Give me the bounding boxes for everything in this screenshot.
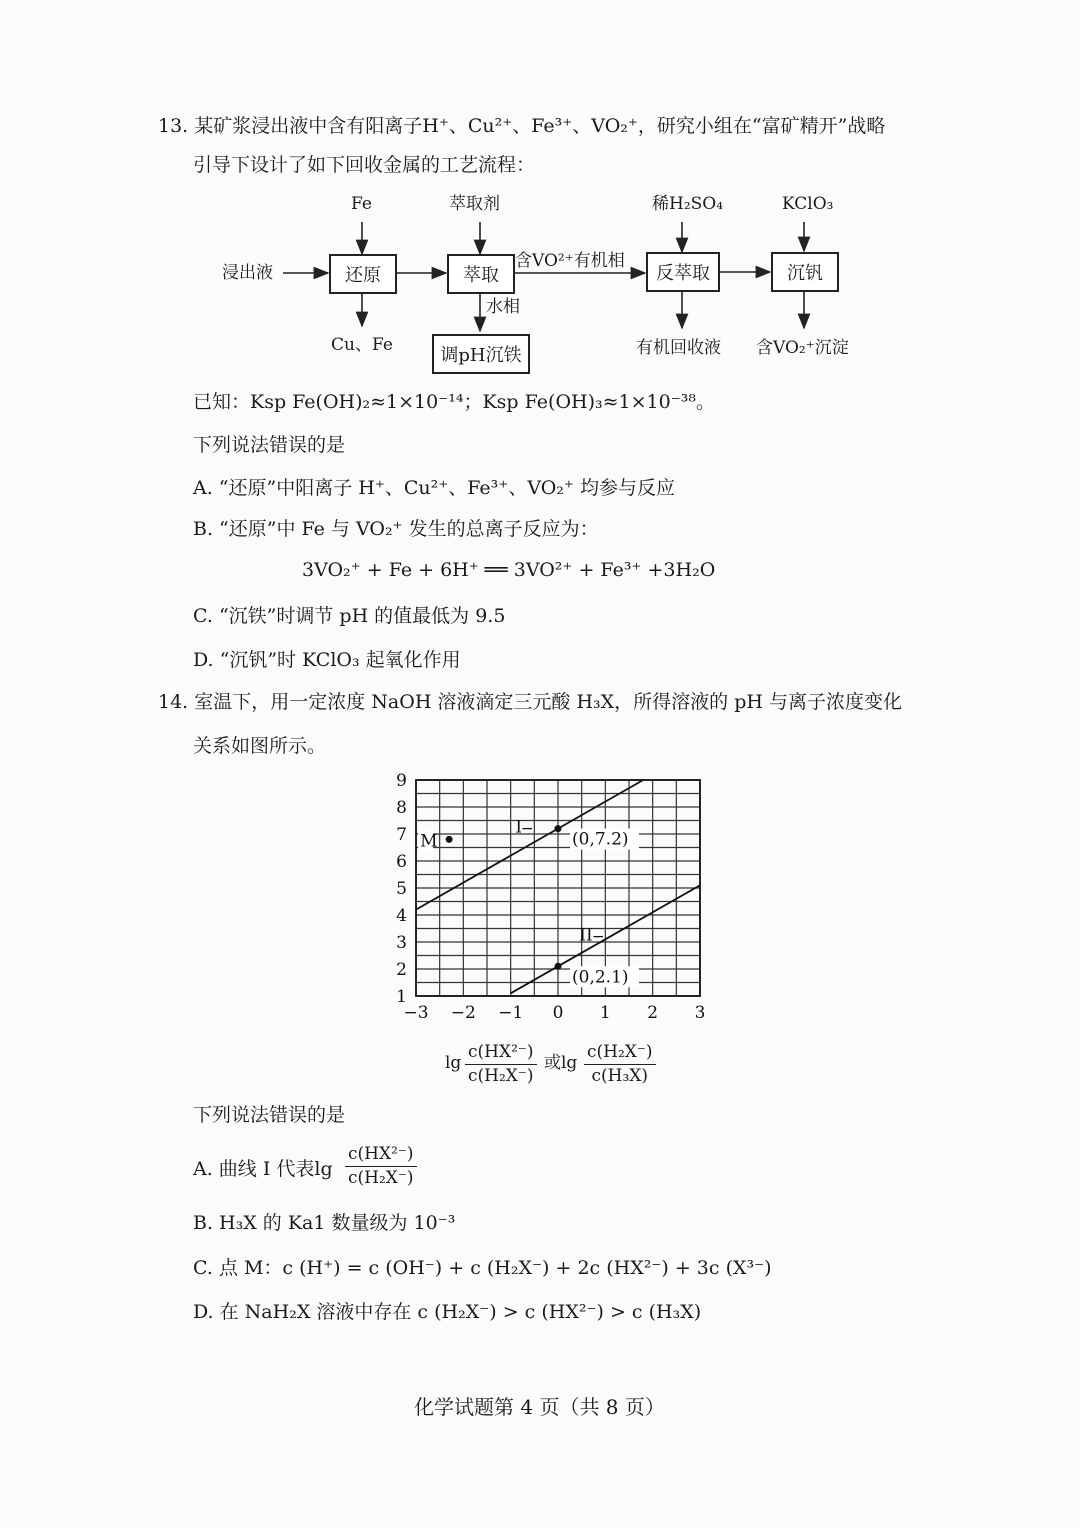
- point-label: (0,2.1): [572, 967, 629, 988]
- y-tick-label: 9: [396, 771, 407, 791]
- flow-box-ph-iron: 调pH沉铁: [432, 334, 530, 374]
- x-label-frac-left: [465, 1043, 537, 1085]
- ph-chart: [0, 760, 1080, 1100]
- q14-option-a-frac: [345, 1145, 417, 1187]
- series-label-II: II: [579, 925, 593, 946]
- x-tick-label: 1: [599, 1003, 611, 1023]
- flow-box2-output-label: 水相: [486, 297, 520, 317]
- q14-option-a-prefix: A. 曲线 I 代表lg: [193, 1158, 333, 1180]
- q13-option-b-equation: 3VO₂⁺ + Fe + 6H⁺ ══ 3VO²⁺ + Fe³⁺ +3H₂O: [302, 559, 716, 581]
- q14-option-b: B. H₃X 的 Ka1 数量级为 10⁻³: [193, 1212, 456, 1234]
- flow-box1-output: Cu、Fe: [331, 335, 393, 355]
- y-tick-label: 2: [396, 960, 407, 980]
- q14-stem: 下列说法错误的是: [193, 1104, 346, 1126]
- y-tick-label: 4: [396, 906, 407, 926]
- x-label-right-den: c(H₃X): [591, 1065, 649, 1086]
- x-label-right-num: c(H₂X⁻): [584, 1043, 656, 1065]
- point-label: M: [420, 831, 438, 852]
- x-label-or: 或lg: [544, 1053, 578, 1073]
- x-label-frac-right: [584, 1043, 656, 1085]
- q14-option-c: C. 点 M：c (H⁺) = c (OH⁻) + c (H₂X⁻) + 2c (HX²⁻) + 3c (X³⁻): [193, 1257, 772, 1279]
- q14-option-a-den: c(H₂X⁻): [348, 1167, 414, 1188]
- x-tick-label: 3: [694, 1003, 706, 1023]
- flow-box4-input: KClO₃: [782, 194, 834, 214]
- q13-stem: 下列说法错误的是: [193, 434, 346, 456]
- flowchart-arrows: [0, 0, 1080, 400]
- x-tick-label: −3: [403, 1003, 429, 1023]
- q13-option-a: A. “还原”中阳离子 H⁺、Cu²⁺、Fe³⁺、VO₂⁺ 均参与反应: [193, 477, 675, 499]
- flow-box3-output: 有机回收液: [636, 338, 721, 358]
- x-label-lg: lg: [445, 1053, 462, 1073]
- q14-option-d: D. 在 NaH₂X 溶液中存在 c (H₂X⁻) > c (HX²⁻) > c (H₃X): [193, 1301, 702, 1323]
- flow-box2-input: 萃取剂: [449, 194, 500, 214]
- flow-box1-input: Fe: [351, 194, 372, 214]
- q14-line1: 14. 室温下，用一定浓度 NaOH 溶液滴定三元酸 H₃X，所得溶液的 pH 与离子浓度变化: [158, 691, 902, 713]
- flow-box3-input: 稀H₂SO₄: [652, 194, 724, 214]
- y-tick-label: 6: [396, 852, 407, 872]
- page-footer: 化学试题第 4 页（共 8 页）: [414, 1395, 665, 1419]
- q13-known: 已知：Ksp Fe(OH)₂≈1×10⁻¹⁴；Ksp Fe(OH)₃≈1×10⁻³⁸。: [193, 391, 715, 413]
- point-label: (0,7.2): [572, 829, 629, 850]
- flow-input-label: 浸出液: [222, 263, 273, 283]
- y-tick-label: 1: [396, 987, 407, 1007]
- flow-box-reduce: 还原: [329, 254, 397, 294]
- y-tick-label: 3: [396, 933, 407, 953]
- flow-organic-phase-label: 含VO²⁺有机相: [515, 251, 625, 271]
- x-label-left-num: c(HX²⁻): [465, 1043, 537, 1065]
- x-label-left-den: c(H₂X⁻): [468, 1065, 534, 1086]
- series-label-I: I: [515, 817, 523, 838]
- q13-line2: 引导下设计了如下回收金属的工艺流程：: [193, 154, 536, 176]
- q13-option-d: D. “沉钒”时 KClO₃ 起氧化作用: [193, 649, 461, 671]
- chart-ticks: [396, 771, 705, 1023]
- x-tick-label: −1: [498, 1003, 524, 1023]
- data-point: [555, 825, 562, 832]
- flow-box-vanadium: 沉钒: [771, 252, 839, 292]
- flow-box-extract: 萃取: [447, 254, 515, 294]
- flow-box-back-extract: 反萃取: [646, 252, 720, 292]
- x-tick-label: −2: [450, 1003, 476, 1023]
- data-point: [446, 836, 453, 843]
- x-tick-label: 0: [552, 1003, 564, 1023]
- flow-box4-output: 含VO₂⁺沉淀: [756, 338, 849, 358]
- y-tick-label: 8: [396, 798, 407, 818]
- x-tick-label: 2: [647, 1003, 659, 1023]
- q14-option-a-num: c(HX²⁻): [345, 1145, 417, 1167]
- q13-option-b: B. “还原”中 Fe 与 VO₂⁺ 发生的总离子反应为：: [193, 518, 599, 540]
- q13-line1: 13. 某矿浆浸出液中含有阳离子H⁺、Cu²⁺、Fe³⁺、VO₂⁺，研究小组在“富矿精开”战略: [158, 115, 886, 137]
- data-point: [555, 963, 562, 970]
- y-tick-label: 5: [396, 879, 407, 899]
- q13-option-c: C. “沉铁”时调节 pH 的值最低为 9.5: [193, 605, 506, 627]
- q14-line2: 关系如图所示。: [193, 735, 327, 757]
- y-tick-label: 7: [396, 825, 407, 845]
